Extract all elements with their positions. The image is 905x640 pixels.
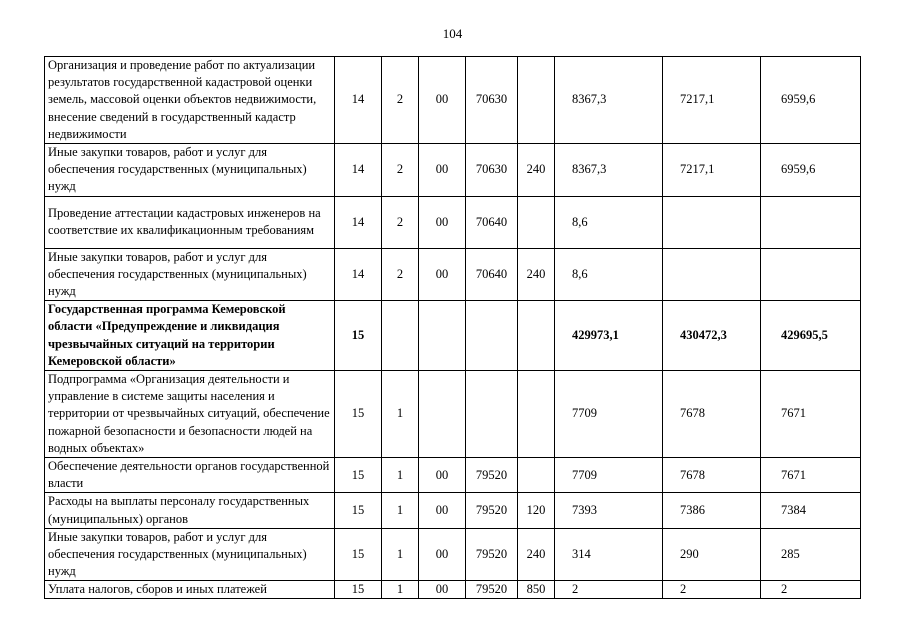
row-name-cell: Проведение аттестации кадастровых инженеров на соответствие их квалификационным требованиям: [45, 196, 335, 248]
code-section-cell: 15: [335, 581, 382, 599]
amount-year1-cell: 429973,1: [555, 301, 663, 371]
code-section-cell: 14: [335, 196, 382, 248]
amount-year2-cell: 430472,3: [663, 301, 761, 371]
code-article-cell: [466, 371, 518, 458]
amount-year3-cell: 7671: [761, 371, 861, 458]
code-expense-type-cell: 120: [518, 493, 555, 528]
code-expense-type-cell: 240: [518, 248, 555, 301]
code-section-cell: 15: [335, 301, 382, 371]
amount-year3-cell: 2: [761, 581, 861, 599]
amount-year3-cell: 6959,6: [761, 144, 861, 197]
amount-year1-cell: 7709: [555, 458, 663, 493]
code-subsection-cell: 1: [382, 493, 419, 528]
code-article-cell: 70630: [466, 144, 518, 197]
code-group-cell: 00: [419, 196, 466, 248]
table-row: [45, 301, 861, 371]
amount-year3-cell: [761, 196, 861, 248]
amount-year2-cell: 2: [663, 581, 761, 599]
code-article-cell: 70640: [466, 196, 518, 248]
row-name-cell: Иные закупки товаров, работ и услуг для обеспечения государственных (муниципальных) нужд: [45, 528, 335, 581]
table-row: [45, 458, 861, 493]
table-row: [45, 57, 861, 144]
amount-year2-cell: [663, 248, 761, 301]
code-expense-type-cell: [518, 371, 555, 458]
row-name-cell: Организация и проведение работ по актуализации результатов государственной кадастровой оценки земель, массовой оценки объектов недвижимости, внесение сведений в государственный кадастр недвижимости: [45, 57, 335, 144]
code-subsection-cell: [382, 301, 419, 371]
amount-year3-cell: 7384: [761, 493, 861, 528]
code-article-cell: 79520: [466, 458, 518, 493]
code-expense-type-cell: [518, 196, 555, 248]
row-name-cell: Государственная программа Кемеровской области «Предупреждение и ликвидация чрезвычайных ситуаций на территории Кемеровской области»: [45, 301, 335, 371]
row-name-cell: Расходы на выплаты персоналу государственных (муниципальных) органов: [45, 493, 335, 528]
code-section-cell: 14: [335, 248, 382, 301]
table-row: [45, 493, 861, 528]
code-article-cell: [466, 301, 518, 371]
amount-year3-cell: [761, 248, 861, 301]
amount-year2-cell: 7386: [663, 493, 761, 528]
code-subsection-cell: 1: [382, 371, 419, 458]
code-expense-type-cell: 240: [518, 144, 555, 197]
amount-year2-cell: 290: [663, 528, 761, 581]
amount-year3-cell: 7671: [761, 458, 861, 493]
code-group-cell: 00: [419, 248, 466, 301]
code-subsection-cell: 1: [382, 581, 419, 599]
code-subsection-cell: 2: [382, 248, 419, 301]
amount-year1-cell: 7393: [555, 493, 663, 528]
page-number: 104: [442, 26, 463, 41]
amount-year2-cell: [663, 196, 761, 248]
code-group-cell: 00: [419, 458, 466, 493]
table-row: [45, 248, 861, 301]
code-group-cell: 00: [419, 581, 466, 599]
amount-year1-cell: 314: [555, 528, 663, 581]
code-article-cell: 79520: [466, 581, 518, 599]
code-group-cell: 00: [419, 144, 466, 197]
code-group-cell: [419, 301, 466, 371]
code-expense-type-cell: 240: [518, 528, 555, 581]
amount-year2-cell: 7678: [663, 371, 761, 458]
row-name-cell: Уплата налогов, сборов и иных платежей: [45, 581, 335, 599]
code-group-cell: 00: [419, 57, 466, 144]
code-section-cell: 15: [335, 371, 382, 458]
row-name-cell: Подпрограмма «Организация деятельности и управление в системе защиты населения и территории от чрезвычайных ситуаций, обеспечение пожарной безопасности и безопасности людей на водных объектах»: [45, 371, 335, 458]
row-name-cell: Иные закупки товаров, работ и услуг для обеспечения государственных (муниципальных) нужд: [45, 248, 335, 301]
code-group-cell: 00: [419, 493, 466, 528]
amount-year1-cell: 7709: [555, 371, 663, 458]
code-expense-type-cell: [518, 301, 555, 371]
amount-year2-cell: 7678: [663, 458, 761, 493]
amount-year1-cell: 8367,3: [555, 144, 663, 197]
code-article-cell: 79520: [466, 493, 518, 528]
code-group-cell: [419, 371, 466, 458]
amount-year1-cell: 2: [555, 581, 663, 599]
budget-table: [44, 56, 861, 599]
code-subsection-cell: 1: [382, 528, 419, 581]
code-section-cell: 14: [335, 57, 382, 144]
code-expense-type-cell: 850: [518, 581, 555, 599]
code-section-cell: 14: [335, 144, 382, 197]
code-subsection-cell: 2: [382, 57, 419, 144]
code-article-cell: 70630: [466, 57, 518, 144]
table-row: [45, 371, 861, 458]
amount-year3-cell: 429695,5: [761, 301, 861, 371]
amount-year3-cell: 6959,6: [761, 57, 861, 144]
code-subsection-cell: 2: [382, 144, 419, 197]
amount-year1-cell: 8,6: [555, 248, 663, 301]
amount-year1-cell: 8,6: [555, 196, 663, 248]
table-row: [45, 581, 861, 599]
code-section-cell: 15: [335, 528, 382, 581]
row-name-cell: Обеспечение деятельности органов государственной власти: [45, 458, 335, 493]
table-row: [45, 196, 861, 248]
code-section-cell: 15: [335, 493, 382, 528]
code-article-cell: 70640: [466, 248, 518, 301]
amount-year3-cell: 285: [761, 528, 861, 581]
code-article-cell: 79520: [466, 528, 518, 581]
code-expense-type-cell: [518, 57, 555, 144]
code-subsection-cell: 1: [382, 458, 419, 493]
amount-year2-cell: 7217,1: [663, 144, 761, 197]
code-group-cell: 00: [419, 528, 466, 581]
code-subsection-cell: 2: [382, 196, 419, 248]
row-name-cell: Иные закупки товаров, работ и услуг для обеспечения государственных (муниципальных) нужд: [45, 144, 335, 197]
code-expense-type-cell: [518, 458, 555, 493]
amount-year2-cell: 7217,1: [663, 57, 761, 144]
table-row: [45, 528, 861, 581]
code-section-cell: 15: [335, 458, 382, 493]
table-row: [45, 144, 861, 197]
table-body: [45, 57, 861, 599]
amount-year1-cell: 8367,3: [555, 57, 663, 144]
